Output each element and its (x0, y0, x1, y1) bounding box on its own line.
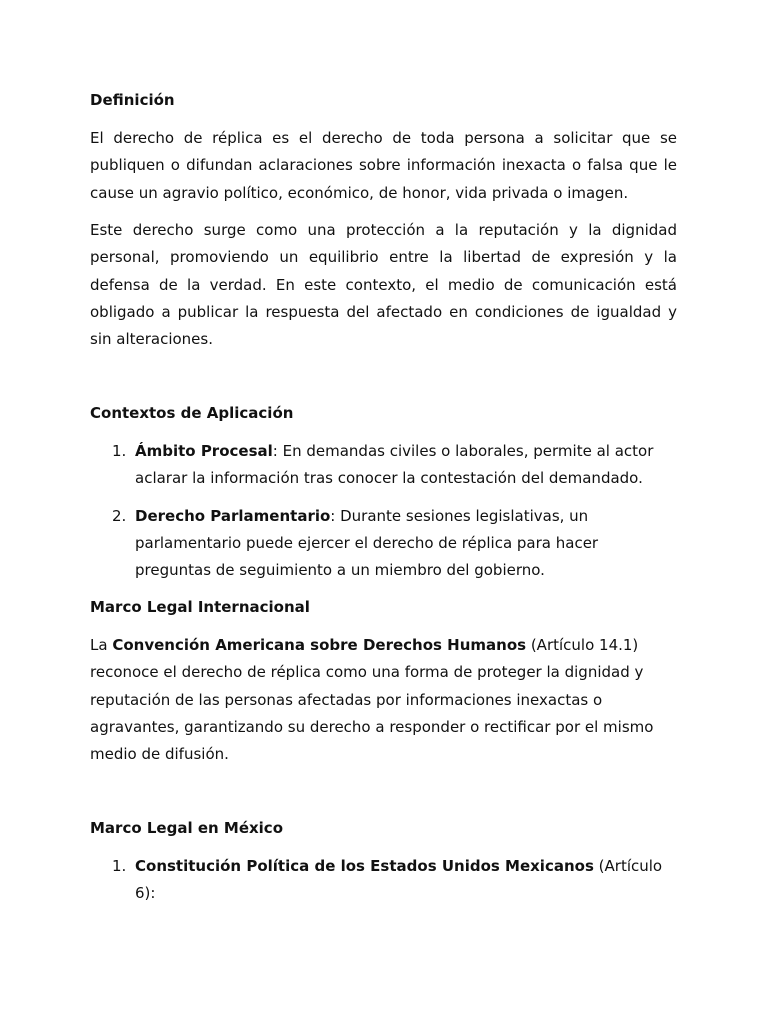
list-item-term: Derecho Parlamentario (135, 507, 331, 525)
paragraph-prefix: La (90, 636, 113, 654)
list-item-body (135, 853, 675, 907)
list-item-text: : En demandas civiles o laborales, permite al actor aclarar la información tras conocer la contestación del demandado. (135, 442, 654, 487)
paragraph-definicion-1: El derecho de réplica es el derecho de toda persona a solicitar que se publiquen o difundan aclaraciones sobre información inexacta o falsa que le cause un agravio político, económico, de honor, vida privada o imagen. (90, 129, 677, 202)
heading-definicion: Definición (90, 91, 175, 109)
paragraph-definicion-2: Este derecho surge como una protección a la reputación y la dignidad personal, promoviendo un equilibrio entre la libertad de expresión y la defensa de la verdad. En este contexto, el medio de comunicación está obligado a publicar la respuesta del afectado en condiciones de igualdad y sin alteraciones. (90, 221, 677, 349)
list-item-text: (Artículo 6): (135, 857, 663, 902)
heading-marco-mexico: Marco Legal en México (90, 819, 284, 837)
list-item-body (135, 438, 675, 492)
list-item-text: : Durante sesiones legislativas, un parlamentario puede ejercer el derecho de réplica para hacer preguntas de seguimiento a un miembro del gobierno. (135, 507, 599, 579)
paragraph-marco-internacional (90, 632, 677, 768)
list-item-body (135, 503, 675, 584)
heading-contextos: Contextos de Aplicación (90, 404, 294, 422)
list-number: 1. (112, 857, 127, 875)
list-number: 1. (112, 442, 127, 460)
list-number: 2. (112, 507, 127, 525)
heading-marco-internacional: Marco Legal Internacional (90, 598, 310, 616)
list-item-term: Ámbito Procesal (135, 442, 273, 460)
paragraph-bold-term: Convención Americana sobre Derechos Humanos (112, 636, 527, 654)
paragraph-text: (Artículo 14.1) reconoce el derecho de réplica como una forma de proteger la dignidad y reputación de las personas afectadas por informaciones inexactas o agravantes, garantizando su derecho a responder o rectificar por el mismo medio de difusión. (90, 636, 654, 764)
list-item-term: Constitución Política de los Estados Unidos Mexicanos (135, 857, 594, 875)
